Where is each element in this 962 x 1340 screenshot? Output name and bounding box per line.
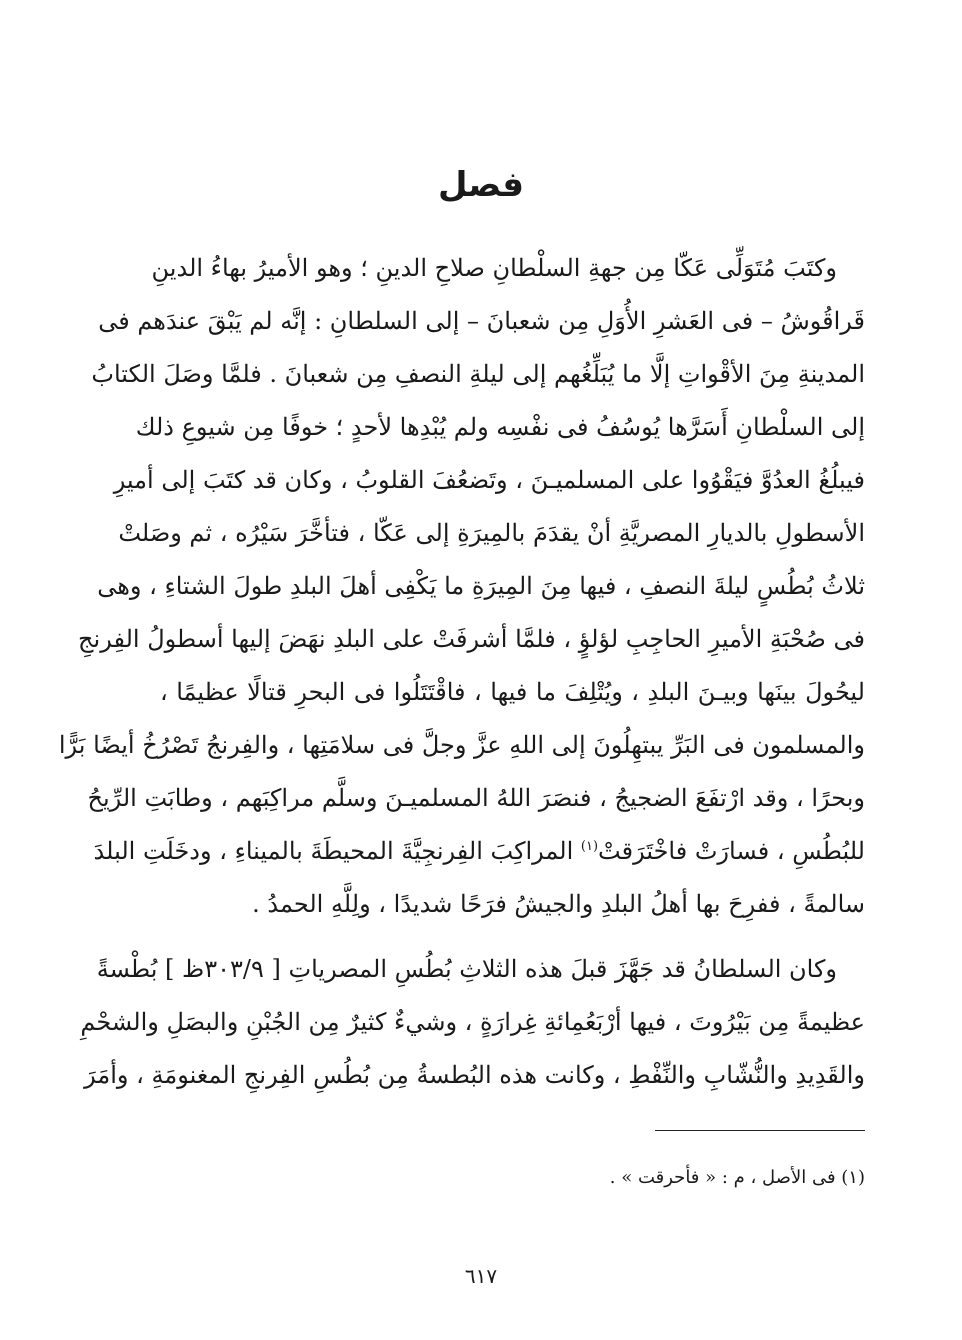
page-number: ٦١٧: [464, 1264, 498, 1288]
text-line: إلى السلْطانِ أَسَرَّها يُوسُفُ فى نفْسِه ولم يُبْدِها لأحدٍ ؛ خوفًا مِن شيوعِ ذلك: [135, 413, 865, 441]
text-line: ثلاثُ بُطُسٍ ليلةَ النصفِ ، فيها مِنَ المِيرَةِ ما يَكْفِى أهلَ البلدِ طولَ الشتاءِ ، وهى: [97, 572, 865, 600]
text-line: وبحرًا ، وقد ارْتفَعَ الضجيجُ ، فنصَرَ اللهُ المسلميـنَ وسلَّم مراكِبَهم ، وطابَتِ الرِّيحُ: [87, 784, 865, 812]
text-line: سالمةً ، ففرِحَ بها أهلُ البلدِ والجيشُ فرَحًا شديدًا ، ولِلَّهِ الحمدُ .: [252, 890, 865, 918]
paragraph-gap: [160, 931, 865, 943]
text-line: والمسلمون فى البَرِّ يبتهِلُونَ إلى اللهِ عزَّ وجلَّ فى سلامَتِها ، والفِرنجُ تَصْرُخُ أيضًا بَرًّا: [58, 731, 865, 759]
footnote-reference: (١): [580, 839, 599, 854]
text-line: فى صُحْبَةِ الأميرِ الحاجِبِ لؤلؤٍ ، فلمَّا أشرفَتْ على البلدِ نهَضَ إليها أسطولُ الفِرنجِ: [78, 625, 865, 653]
text-line: للبُطُسِ ، فسارَتْ فاخْتَرَقتْ$^{(١)}$ المراكِبَ الفِرنجِيَّةَ المحيطَةَ بالميناءِ ، ودخَلَتِ البلدَ: [93, 837, 865, 865]
footnote: (١) فى الأصل ، م : « فأحرقت » .: [609, 1167, 865, 1188]
text-line: الأسطولِ بالديارِ المصريَّةِ أنْ يقدَمَ بالمِيرَةِ إلى عَكّا ، فتأخَّرَ سَيْرُه ، ثم وصَلتْ: [118, 519, 865, 547]
text-line: والقَدِيدِ والنُّشّابِ والنِّفْطِ ، وكانت هذه البُطسةُ مِن بُطُسِ الفِرنجِ المغنومَةِ ، وأمَرَ: [84, 1061, 865, 1089]
text-line: وكتَبَ مُتَوَلِّى عَكّا مِن جهةِ السلْطانِ صلاحِ الدينِ ؛ وهو الأميرُ بهاءُ الدينِ: [151, 254, 837, 282]
text-line: قَراقُوشُ – فى العَشرِ الأُوَلِ مِن شعبانَ – إلى السلطانِ : إنَّه لم يَبْقَ عندَهم فى: [98, 307, 865, 335]
main-text: [58, 242, 865, 1102]
text-line: ليحُولَ بينَها وبيـنَ البلدِ ، ويُتْلِفَ ما فيها ، فاقْتَتَلُوا فى البحرِ قتالًا عظيمًا ،: [160, 678, 865, 706]
text-line: عظيمةً مِن بَيْرُوتَ ، فيها أرْبَعُمِائةِ غِرارَةٍ ، وشيءٌ كثيرٌ مِن الجُبْنِ والبصَلِ والشحْمِ: [80, 1008, 865, 1036]
paragraph: [80, 943, 865, 1102]
text-line: وكان السلطانُ قد جَهَّزَ قبلَ هذه الثلاثِ بُطُسِ المصرياتِ [ ٣٠٣/٩ظ ] بُطْسةً: [96, 955, 837, 983]
text-line: فيبلُغُ العدُوَّ فيَقْوُوا على المسلميـنَ ، وتَضعُفَ القلوبُ ، وكان قد كتَبَ إلى أميرِ: [113, 466, 865, 494]
paragraph: [58, 242, 865, 931]
footnote-separator: [655, 1130, 865, 1131]
text-line: المدينةِ مِنَ الأقْواتِ إلَّا ما يُبَلِّغُهم إلى ليلةِ النصفِ مِن شعبانَ . فلمَّا وصَلَ الكتابُ: [91, 360, 865, 388]
section-heading: فصل: [437, 165, 525, 205]
